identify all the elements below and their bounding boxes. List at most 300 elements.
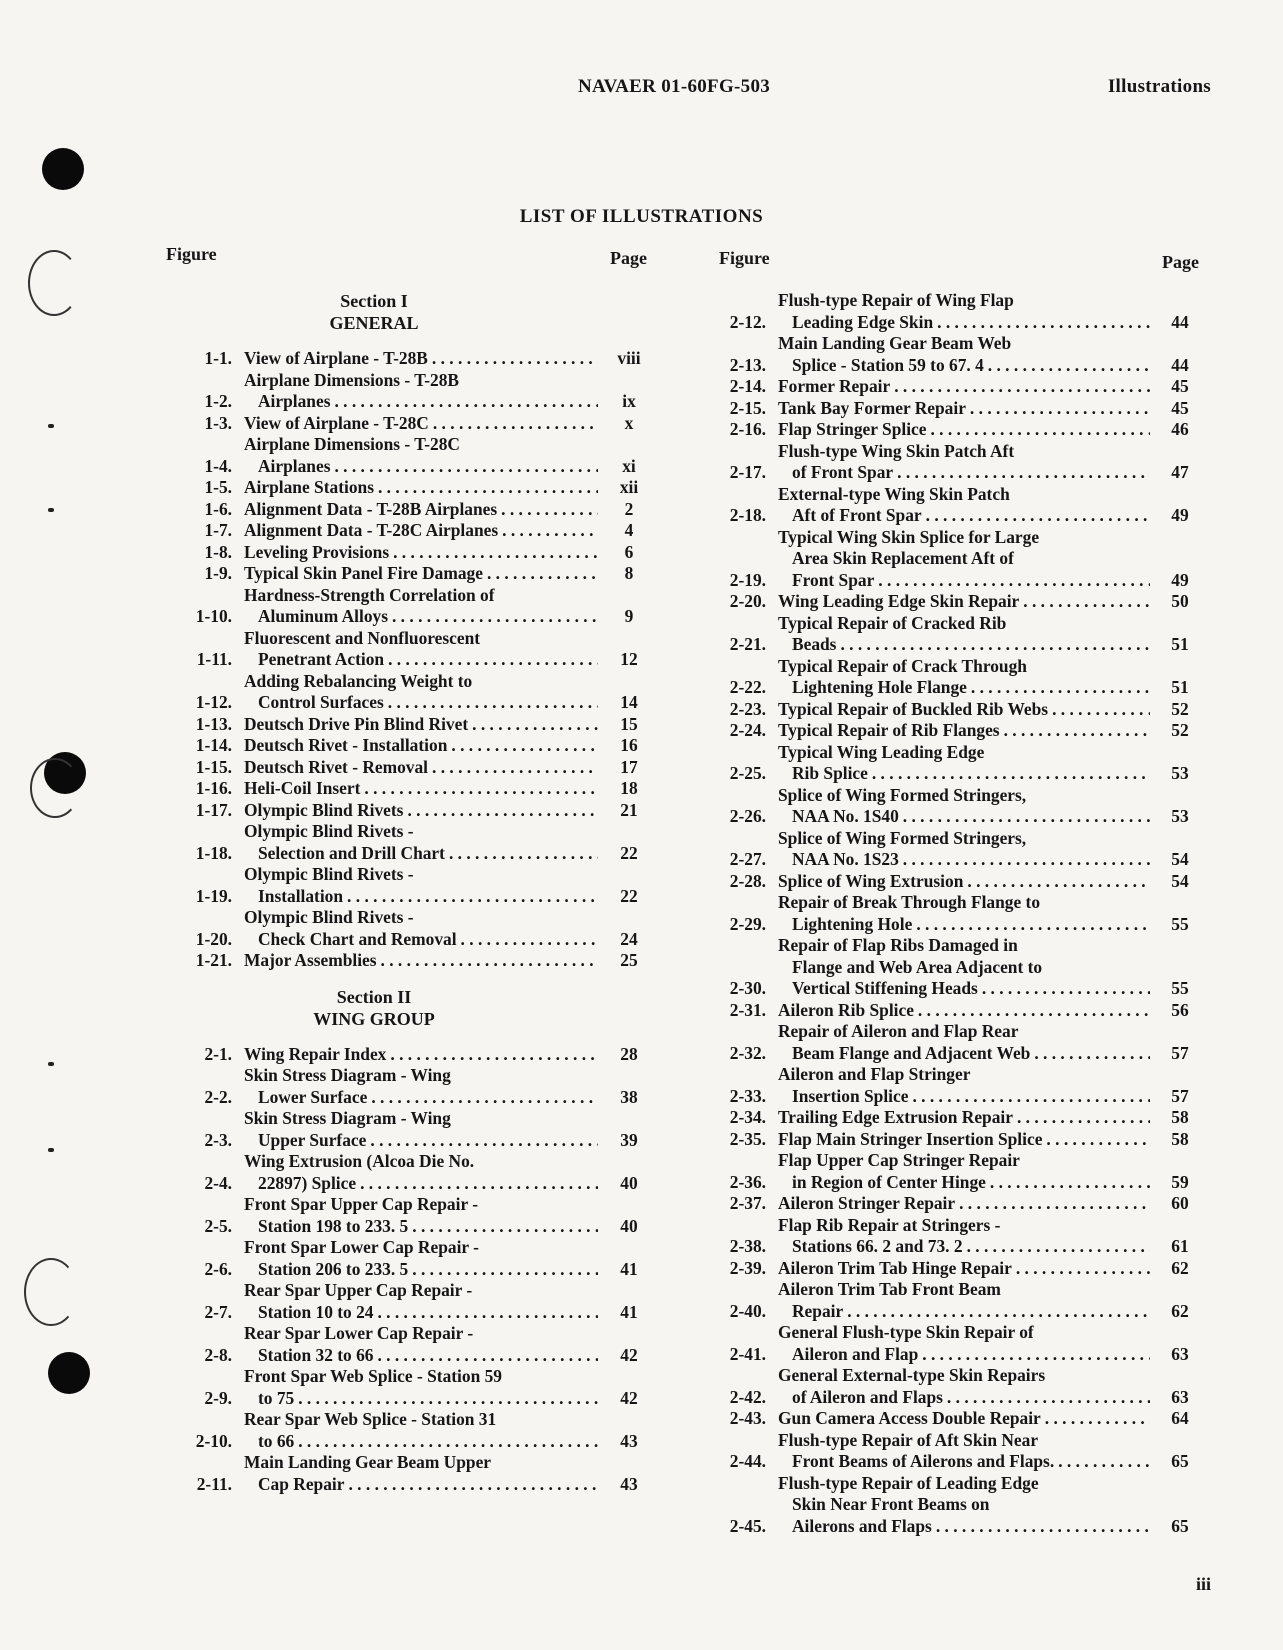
figure-title-line — [778, 462, 1150, 484]
figure-title-line — [244, 864, 598, 886]
figure-title-text: Typical Repair of Cracked Rib — [778, 612, 1007, 633]
illustration-entry — [700, 1215, 1210, 1258]
leader-dots — [373, 1302, 598, 1324]
illustration-entry — [150, 800, 660, 822]
leader-dots — [874, 570, 1150, 592]
page-number-ref: 64 — [1171, 1408, 1189, 1428]
figure-number: 1-2. — [204, 391, 232, 411]
figure-title-text: Repair of Break Through Flange to — [778, 892, 1041, 912]
figure-title-text: Aft of Front Spar — [792, 505, 922, 525]
section-spacer — [150, 972, 660, 986]
leader-dots — [912, 914, 1150, 936]
figure-title-text: Check Chart and Removal — [258, 928, 457, 949]
figure-title-text: Wing Extrusion (Alcoa Die No. — [244, 1151, 475, 1171]
figure-title-text: Aileron Rib Splice — [778, 999, 914, 1020]
leader-dots — [984, 355, 1150, 377]
page-number-ref: 53 — [1171, 806, 1189, 826]
leader-dots — [377, 950, 598, 972]
figure-title-line — [244, 649, 598, 671]
figure-title-text: Upper Surface — [258, 1129, 367, 1150]
section-heading-line: Section II — [336, 986, 412, 1007]
illustration-entry — [150, 1108, 660, 1151]
figure-title-text: Deutsch Drive Pin Blind Rivet — [244, 713, 469, 734]
leader-dots — [1030, 1043, 1150, 1065]
page-number-ref: 39 — [620, 1129, 638, 1150]
figure-title-text: Station 198 to 233. 5 — [258, 1215, 409, 1236]
leader-dots — [330, 456, 598, 478]
figure-title-line — [778, 1516, 1150, 1538]
illustration-entry — [150, 907, 660, 950]
page-number-ref: 41 — [620, 1301, 638, 1322]
illustration-entry — [150, 542, 660, 564]
figure-title-line — [244, 370, 598, 392]
figure-title-text: Front Spar Web Splice - Station 59 — [244, 1366, 502, 1386]
page-number-ref: 18 — [620, 778, 638, 798]
leader-dots — [1048, 699, 1150, 721]
page-number-ref: 38 — [620, 1086, 638, 1107]
page-number-ref: 57 — [1171, 1085, 1189, 1106]
left-figure-header: Figure — [166, 244, 217, 264]
figure-number: 2-1. — [204, 1043, 232, 1064]
illustration-entry — [150, 370, 660, 413]
figure-title — [244, 714, 598, 736]
figure-number: 2-38. — [729, 1236, 766, 1256]
figure-title-line — [244, 628, 598, 650]
figure-title-text: Lower Surface — [258, 1086, 368, 1107]
page-number-ref: ix — [622, 391, 636, 411]
figure-title-text: Trailing Edge Extrusion Repair — [778, 1107, 1013, 1127]
illustration-entry — [150, 735, 660, 757]
figure-title-text: Flap Upper Cap Stringer Repair — [778, 1150, 1020, 1170]
page-number-ref: 56 — [1171, 999, 1189, 1020]
figure-number: 2-43. — [729, 1408, 766, 1428]
illustration-entry — [700, 1258, 1210, 1280]
illustration-entry — [150, 821, 660, 864]
figure-title-text: Flap Rib Repair at Stringers - — [778, 1214, 1001, 1235]
leader-dots — [483, 563, 598, 585]
illustration-entry — [700, 892, 1210, 935]
page-number-ref: 43 — [620, 1473, 638, 1494]
figure-number: 2-7. — [204, 1301, 232, 1322]
figure-number: 2-17. — [729, 462, 766, 482]
figure-title — [778, 1107, 1150, 1129]
leader-dots — [428, 348, 598, 370]
illustration-entry — [150, 348, 660, 370]
page-number-ref: 63 — [1171, 1386, 1189, 1407]
figure-title-text: of Front Spar — [792, 462, 894, 482]
figure-title — [244, 542, 598, 564]
figure-title — [778, 785, 1150, 828]
figure-title-text: to 75 — [258, 1387, 295, 1408]
figure-title-text: Aileron Trim Tab Hinge Repair — [778, 1257, 1012, 1278]
figure-title-text: Leveling Provisions — [244, 541, 390, 562]
figure-number: 1-5. — [204, 477, 232, 497]
figure-title — [778, 1322, 1150, 1365]
figure-title-text: Front Spar Lower Cap Repair - — [244, 1237, 479, 1257]
figure-title-line — [244, 671, 598, 693]
figure-title-line — [244, 1216, 598, 1238]
figure-title — [778, 1000, 1150, 1022]
page-number-ref: 43 — [620, 1430, 638, 1451]
figure-title-line — [244, 757, 598, 779]
figure-number: 2-24. — [729, 720, 766, 740]
figure-number: 1-12. — [195, 692, 232, 712]
page-number-ref: 12 — [620, 649, 638, 669]
page-number-ref: 40 — [620, 1172, 638, 1193]
figure-number: 2-20. — [729, 591, 766, 611]
figure-title-line — [778, 376, 1150, 398]
figure-title-text: Skin Stress Diagram - Wing — [244, 1065, 451, 1085]
figure-number: 2-31. — [729, 999, 766, 1020]
leader-dots — [447, 735, 598, 757]
figure-title-text: NAA No. 1S23 — [792, 849, 899, 869]
punch-hole-bottom — [48, 1352, 90, 1394]
figure-number: 2-29. — [729, 913, 766, 934]
figure-title-line — [244, 585, 598, 607]
leader-dots — [294, 1388, 598, 1410]
leader-dots — [389, 542, 598, 564]
section-heading — [150, 986, 660, 1030]
illustration-entry — [700, 1279, 1210, 1322]
leader-dots — [963, 1236, 1150, 1258]
illustration-entry — [150, 778, 660, 800]
figure-number: 2-4. — [204, 1172, 232, 1193]
page-number-ref: 40 — [620, 1215, 638, 1236]
illustration-entry — [700, 441, 1210, 484]
figure-title-line — [778, 333, 1150, 355]
figure-title-line — [778, 720, 1150, 742]
leader-dots — [294, 1431, 598, 1453]
illustration-entry — [700, 699, 1210, 721]
figure-title-text: View of Airplane - T-28B — [244, 348, 428, 368]
figure-title — [244, 1151, 598, 1194]
figure-number: 2-25. — [729, 763, 766, 783]
leader-dots — [366, 1130, 598, 1152]
leader-dots — [868, 763, 1150, 785]
figure-title-line — [244, 606, 598, 628]
figure-title — [778, 441, 1150, 484]
section-heading-line: GENERAL — [329, 313, 419, 333]
page-number-ref: 44 — [1171, 354, 1189, 375]
figure-title-line — [244, 821, 598, 843]
figure-title-line — [778, 892, 1150, 914]
figure-title-text: Penetrant Action — [258, 649, 385, 669]
left-column — [150, 290, 660, 1495]
figure-title-text: Airplane Dimensions - T-28C — [244, 434, 460, 454]
illustration-entry — [700, 1473, 1210, 1538]
illustration-entry — [700, 1129, 1210, 1151]
figure-title-line — [244, 843, 598, 865]
figure-title-line — [778, 699, 1150, 721]
page-number-ref: 60 — [1171, 1193, 1189, 1213]
figure-title — [778, 613, 1150, 656]
figure-title-text: Ailerons and Flaps — [792, 1515, 932, 1536]
leader-dots — [429, 413, 598, 435]
leader-dots — [1012, 1258, 1150, 1280]
figure-title-text: Rear Spar Upper Cap Repair - — [244, 1280, 473, 1300]
figure-number: 2-32. — [729, 1042, 766, 1063]
illustration-entry — [700, 613, 1210, 656]
figure-title-line — [778, 613, 1150, 635]
figure-title-text: Heli-Coil Insert — [244, 778, 361, 798]
page-number-ref: 22 — [620, 842, 638, 863]
figure-number: 1-15. — [195, 756, 232, 777]
punch-hole-ring-middle — [30, 758, 80, 818]
page-number-ref: xii — [619, 477, 639, 497]
figure-title-line — [778, 1215, 1150, 1237]
figure-title-text: Airplanes — [258, 391, 331, 411]
scan-speck — [48, 424, 54, 428]
figure-title — [778, 290, 1150, 333]
figure-title-text: Splice of Wing Extrusion — [778, 870, 964, 891]
figure-title — [778, 1430, 1150, 1473]
leader-dots — [978, 978, 1150, 1000]
figure-title-line — [244, 929, 598, 951]
page-number-ref: 49 — [1171, 569, 1189, 590]
figure-title-text: Alignment Data - T-28B Airplanes — [244, 498, 498, 519]
figure-title-line — [244, 1323, 598, 1345]
page-number-ref: 45 — [1171, 376, 1189, 396]
illustration-entry — [700, 720, 1210, 742]
figure-title-line — [778, 656, 1150, 678]
page-number-ref: x — [624, 412, 634, 433]
figure-title — [244, 1409, 598, 1452]
leader-dots — [1013, 1107, 1150, 1129]
figure-number: 2-16. — [729, 419, 766, 439]
figure-title-line — [778, 978, 1150, 1000]
leader-dots — [1054, 1451, 1150, 1473]
figure-title-text: Olympic Blind Rivets - — [244, 864, 414, 884]
figure-title-text: in Region of Center Hinge — [792, 1171, 986, 1192]
figure-title-text: Front Spar Upper Cap Repair - — [244, 1194, 478, 1214]
page-number-ref: 65 — [1171, 1515, 1189, 1536]
page-number-ref: 58 — [1171, 1107, 1189, 1127]
figure-title-line — [778, 871, 1150, 893]
page-number-ref: 54 — [1171, 870, 1189, 891]
figure-title — [778, 699, 1150, 721]
figure-title — [778, 1215, 1150, 1258]
figure-title-text: Repair — [792, 1300, 844, 1321]
section-spacer — [150, 334, 660, 348]
figure-title-line — [778, 828, 1150, 850]
leader-dots — [384, 649, 598, 671]
figure-title-text: Flush-type Repair of Aft Skin Near — [778, 1429, 1039, 1450]
figure-title-text: Aileron and Flap Stringer — [778, 1064, 971, 1084]
figure-title-line — [778, 914, 1150, 936]
page-number-ref: 62 — [1171, 1300, 1189, 1321]
figure-title — [778, 1258, 1150, 1280]
figure-number: 2-14. — [729, 376, 766, 396]
leader-dots — [445, 843, 598, 865]
illustration-entry — [700, 785, 1210, 828]
figure-title-text: Olympic Blind Rivets - — [244, 821, 414, 841]
document-number: NAVAER 01-60FG-503 — [578, 76, 771, 97]
figure-number: 2-8. — [204, 1344, 232, 1365]
figure-number: 2-27. — [729, 849, 766, 869]
page-number-ref: 24 — [620, 928, 638, 949]
figure-title — [244, 585, 598, 628]
leader-dots — [408, 1216, 598, 1238]
illustration-entry — [700, 333, 1210, 376]
figure-title-text: Front Spar — [792, 569, 875, 590]
figure-title — [778, 1473, 1150, 1538]
page-number-ref: 16 — [620, 735, 638, 755]
figure-number: 2-19. — [729, 569, 766, 590]
figure-title-text: to 66 — [258, 1430, 295, 1451]
figure-title-text: Olympic Blind Rivets - — [244, 907, 414, 927]
page-number-ref: 4 — [624, 520, 634, 540]
figure-title-text: Cap Repair — [258, 1473, 345, 1494]
figure-title-text: Installation — [258, 885, 344, 906]
figure-title — [778, 527, 1150, 592]
figure-title — [778, 1365, 1150, 1408]
illustration-entry — [700, 419, 1210, 441]
page-number-ref: 65 — [1171, 1451, 1189, 1471]
figure-title-line — [244, 456, 598, 478]
figure-title-text: Airplanes — [258, 455, 331, 476]
illustration-entry — [150, 1280, 660, 1323]
figure-number: 2-35. — [729, 1128, 766, 1149]
figure-title-text: Rib Splice — [792, 763, 868, 783]
figure-title — [778, 1064, 1150, 1107]
left-page-header: Page — [610, 248, 647, 268]
illustration-entry — [150, 499, 660, 521]
figure-number: 2-10. — [195, 1430, 232, 1451]
illustration-entry — [700, 935, 1210, 1000]
punch-hole-top — [42, 148, 84, 190]
figure-number: 1-10. — [195, 606, 232, 626]
figure-number: 2-37. — [729, 1193, 766, 1213]
figure-title-line — [244, 477, 598, 499]
illustration-entry — [150, 1237, 660, 1280]
figure-number: 2-28. — [729, 870, 766, 891]
figure-number: 1-14. — [195, 735, 232, 755]
figure-title — [778, 1129, 1150, 1151]
leader-dots — [360, 778, 598, 800]
illustration-entry — [150, 520, 660, 542]
figure-title-text: Rear Spar Lower Cap Repair - — [244, 1323, 474, 1343]
figure-number: 2-36. — [729, 1171, 766, 1192]
figure-title-line — [778, 1387, 1150, 1409]
page-number-ref: 2 — [624, 498, 634, 519]
illustration-entry — [700, 1322, 1210, 1365]
figure-number: 2-23. — [729, 698, 766, 719]
page-number-ref: viii — [617, 348, 641, 368]
leader-dots — [384, 692, 598, 714]
figure-title-text: Fluorescent and Nonfluorescent — [244, 627, 481, 648]
page-number-ref: 52 — [1171, 698, 1189, 719]
figure-title-text: Former Repair — [778, 376, 891, 396]
figure-title-line — [778, 591, 1150, 613]
figure-number: 2-11. — [196, 1473, 232, 1494]
illustration-entry — [700, 871, 1210, 893]
figure-title-line — [244, 1431, 598, 1453]
illustration-entry — [700, 1107, 1210, 1129]
leader-dots — [933, 312, 1150, 334]
illustration-entry — [150, 757, 660, 779]
figure-title-text: Vertical Stiffening Heads — [792, 978, 978, 998]
figure-title-line — [778, 1279, 1150, 1301]
figure-title-text: Adding Rebalancing Weight to — [244, 670, 473, 691]
leader-dots — [408, 1259, 598, 1281]
figure-title — [778, 1150, 1150, 1193]
figure-title-text: Main Landing Gear Beam Web — [778, 333, 1012, 353]
illustration-entry — [700, 1150, 1210, 1193]
leader-dots — [890, 376, 1150, 398]
page-number-ref: 59 — [1171, 1171, 1189, 1192]
leader-dots — [403, 800, 598, 822]
page-number-ref: 50 — [1171, 591, 1189, 611]
figure-title-text: Typical Wing Leading Edge — [778, 741, 985, 762]
scan-speck — [48, 508, 54, 512]
figure-number: 2-26. — [729, 806, 766, 826]
figure-title-text: Olympic Blind Rivets — [244, 799, 404, 820]
figure-title-line — [244, 1345, 598, 1367]
leader-dots — [893, 462, 1150, 484]
figure-title-line — [778, 1000, 1150, 1022]
figure-title — [244, 950, 598, 972]
leader-dots — [843, 1301, 1150, 1323]
figure-title-line — [244, 907, 598, 929]
figure-title — [778, 1021, 1150, 1064]
figure-title — [778, 720, 1150, 742]
punch-hole-ring-upper — [28, 250, 80, 316]
figure-title-line — [244, 800, 598, 822]
leader-dots — [963, 871, 1150, 893]
figure-title — [244, 1280, 598, 1323]
leader-dots — [428, 757, 598, 779]
figure-title-line — [778, 677, 1150, 699]
page-number-ref: 46 — [1171, 419, 1189, 439]
illustration-entry — [150, 1323, 660, 1366]
right-page-header: Page — [1162, 252, 1199, 272]
page-number-ref: 6 — [624, 541, 634, 562]
leader-dots — [344, 1474, 598, 1496]
leader-dots — [468, 714, 598, 736]
figure-title — [244, 735, 598, 757]
figure-number: 1-20. — [195, 928, 232, 949]
figure-title-line — [778, 1408, 1150, 1430]
figure-title — [244, 671, 598, 714]
figure-title-line — [778, 1086, 1150, 1108]
figure-title-text: Aluminum Alloys — [258, 606, 388, 626]
leader-dots — [356, 1173, 598, 1195]
figure-title-text: Flush-type Repair of Leading Edge — [778, 1472, 1039, 1493]
leader-dots — [1019, 591, 1150, 613]
illustration-entry — [150, 1366, 660, 1409]
figure-title — [244, 348, 598, 370]
illustration-entry — [150, 950, 660, 972]
figure-title-text: External-type Wing Skin Patch — [778, 483, 1010, 504]
figure-title-text: Control Surfaces — [258, 692, 384, 712]
illustration-entry — [700, 1430, 1210, 1473]
figure-number: 2-44. — [729, 1451, 766, 1471]
figure-number: 1-7. — [204, 520, 232, 540]
figure-title-text: Airplane Dimensions - T-28B — [244, 369, 460, 390]
page-number: iii — [1195, 1574, 1211, 1594]
leader-dots — [343, 886, 598, 908]
figure-title — [244, 864, 598, 907]
illustration-entry — [700, 376, 1210, 398]
illustration-entry — [150, 714, 660, 736]
figure-number: 2-42. — [729, 1386, 766, 1407]
figure-title-line — [244, 1409, 598, 1431]
figure-title-line — [244, 692, 598, 714]
figure-title-line — [244, 520, 598, 542]
figure-title-line — [778, 1129, 1150, 1151]
figure-title-line — [244, 1194, 598, 1216]
figure-title-line — [778, 548, 1150, 570]
